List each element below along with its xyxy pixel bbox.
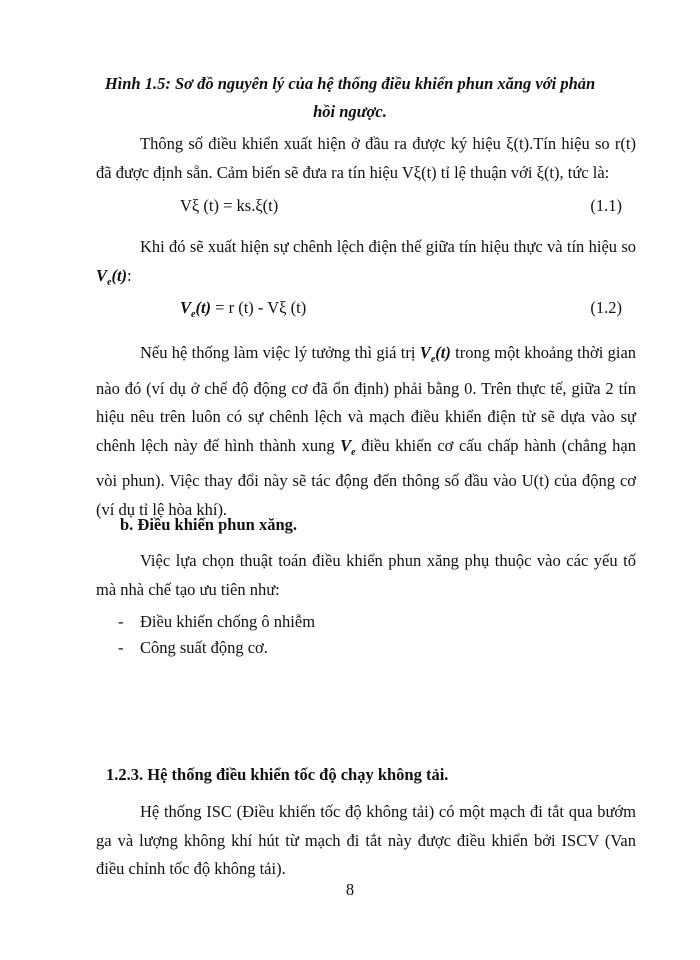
bullet-marker: - <box>118 638 124 657</box>
heading-idle-speed-control: 1.2.3. Hệ thống điều khiển tốc độ chạy không tải. <box>106 765 449 784</box>
symbol-ve: $V_e(t)$ <box>180 298 212 320</box>
symbol-ve: $V_e(t)$ <box>96 265 128 288</box>
heading-fuel-injection-control: b. Điều khiển phun xăng. <box>120 515 297 534</box>
bullet-item: Công suất động cơ. <box>140 638 268 657</box>
paragraph-isc-system: Hệ thống ISC (Điều khiển tốc độ không tải) có một mạch đi tắt qua bướm ga và lượng không khí hút từ mạch đi tắt này được điều khiển bởi ISCV (Van điều chỉnh tốc độ không tải). <box>96 802 636 878</box>
symbol-ve: $V_e(t)$ <box>419 343 451 365</box>
symbol-ve: $V_e$ <box>340 435 356 458</box>
paragraph-sensor-signal-text: Thông số điều khiển xuất hiện ở đầu ra được ký hiệu ξ(t).Tín hiệu so r(t) đã được định sẵn. Cảm biến sẽ đưa ra tín hiệu Vξ(t) tỉ lệ thuận với ξ(t), tức là: <box>96 134 636 182</box>
bullet-item: Điều khiển chống ô nhiễm <box>140 612 316 631</box>
paragraph-ideal-system: Nếu hệ thống làm việc lý tưởng thì giá trị $V_e(t)$ trong một khoảng thời gian nào đó (ví dụ ở chế độ động cơ đã ổn định) phải bằng 0. Trên thực tế, giữa 2 tín hiệu nêu trên luôn có sự chênh lệch và mạch điều khiển điện tử sẽ dựa vào sự chênh lệch này để hình thành xung $V_e$ điều khiển cơ cấu chấp hành (chẳng hạn vòi phun). Việc thay đổi này sẽ tác động đến thông số đầu vào U(t) của động cơ (ví dụ tỉ lệ hòa khí). <box>96 343 637 519</box>
paragraph-sensor-signal <box>96 130 636 187</box>
equation-1-2: $V_e(t) = r$ (t) - Vξ (t) <box>180 298 307 320</box>
equation-1-1: Vξ (t) = ks.ξ(t) <box>180 196 279 215</box>
page-number: 8 <box>345 880 355 899</box>
bullet-marker: - <box>118 612 124 631</box>
equation-1-2-number: (1.2) <box>590 298 622 317</box>
equation-1-1-number: (1.1) <box>590 196 622 215</box>
paragraph-algorithm-selection: Việc lựa chọn thuật toán điều khiển phun xăng phụ thuộc vào các yếu tố mà nhà chế tạo ưu tiên như: <box>96 551 636 599</box>
paragraph-voltage-difference: Khi đó sẽ xuất hiện sự chênh lệch điện thế giữa tín hiệu thực và tín hiệu so $V_e(t)$: <box>96 237 636 288</box>
figure-caption: Hình 1.5: Sơ đồ nguyên lý của hệ thống điều khiển phun xăng với phản hồi ngược. <box>104 74 596 121</box>
paragraph-voltage-difference-text: Khi đó sẽ xuất hiện sự chênh lệch điện thế giữa tín hiệu thực và tín hiệu so <box>140 237 636 256</box>
